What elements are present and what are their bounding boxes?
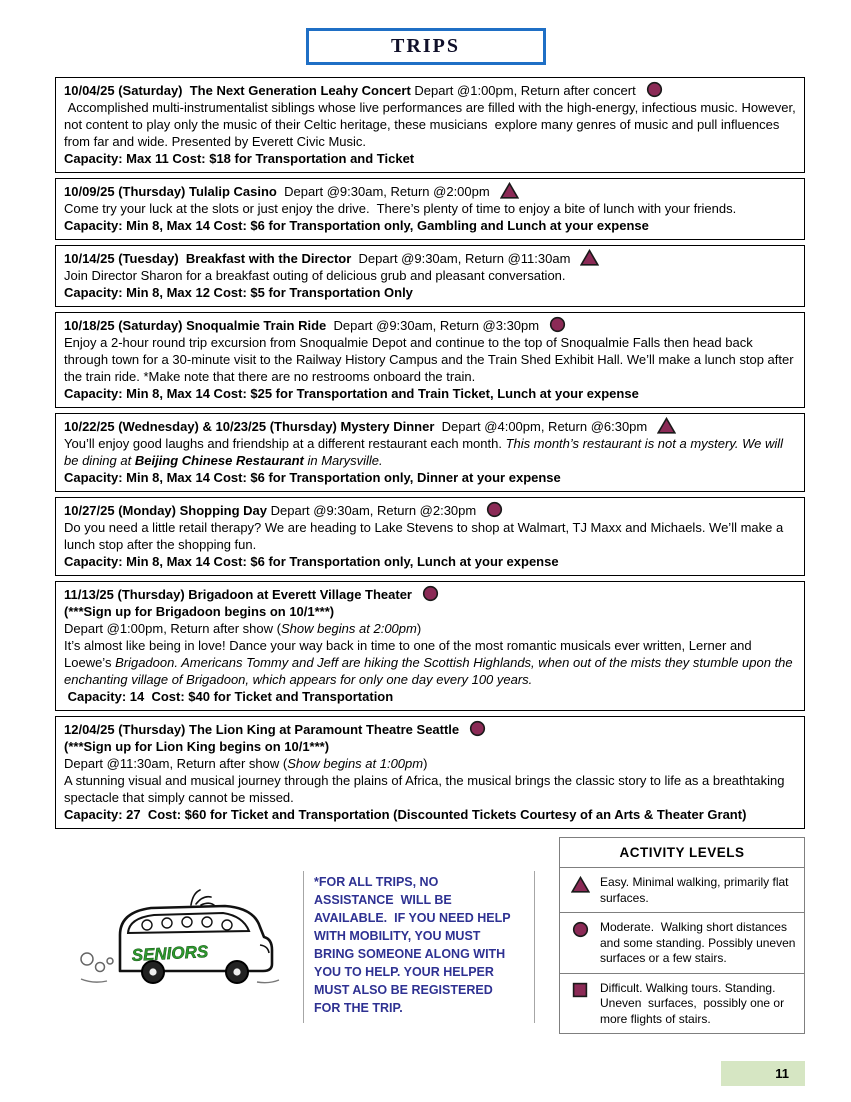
text-run: Enjoy a 2-hour round trip excursion from Snoqualmie Depot and continue to the top of Snoqualmie Falls then head back through town for a 30-minute visit to the Railway History Campus and the Train Shed Exhibit Hall. We’ll make a lunch stop after the train ride. *Make note that there are no restrooms onboard the train. [64, 335, 798, 384]
trip-signup [64, 603, 796, 620]
circle-icon [572, 921, 589, 938]
trip-schedule [64, 620, 796, 637]
trip-capacity [64, 217, 796, 234]
triangle-icon [571, 876, 590, 893]
trip-description [64, 99, 800, 150]
trip-entry [55, 178, 805, 240]
activity-level-icon-cell [568, 980, 592, 1028]
trip-schedule [64, 755, 796, 772]
trip-entry [55, 312, 805, 408]
text-run: Capacity: Min 8, Max 12 Cost: $5 for Transportation Only [64, 285, 413, 300]
circle-icon [646, 81, 663, 98]
text-run: Accomplished multi-instrumentalist siblings whose live performances are filled with the high-energy, infectious music. However, not content to play only the music of their Celtic heritage, these musicians explore many genres of music and pull influences from far and wide. Presented by Everett Civic Music. [64, 100, 800, 149]
activity-level-icon-cell [568, 874, 592, 906]
text-run: Show begins at 2:00pm [280, 621, 417, 636]
trip-capacity [64, 469, 796, 486]
trip-description [64, 200, 796, 217]
trip-entry [55, 581, 805, 711]
activity-level-icon-cell [568, 919, 592, 967]
trip-heading [64, 585, 796, 603]
trip-heading [64, 417, 796, 435]
activity-level-text: Difficult. Walking tours. Standing. Uneven surfaces, possibly one or more flights of stairs. [600, 980, 788, 1026]
text-run: Depart @9:30am, Return @2:30pm [267, 503, 477, 518]
assistance-note-text: *FOR ALL TRIPS, NO ASSISTANCE WILL BE AVAILABLE. IF YOU NEED HELP WITH MOBILITY, YOU MUST BRING SOMEONE ALONG WITH YOU TO HELP. YOUR HELPER MUST ALSO BE REGISTERED FOR THE TRIP. [314, 875, 514, 1015]
text-run: Capacity: Max 11 Cost: $18 for Transportation and Ticket [64, 151, 415, 166]
text-run: Join Director Sharon for a breakfast outing of delicious grub and pleasant conversation. [64, 268, 566, 283]
text-run: 10/14/25 (Tuesday) Breakfast with the Director [64, 251, 352, 266]
text-run: Capacity: Min 8, Max 14 Cost: $6 for Transportation only, Lunch at your expense [64, 554, 559, 569]
text-run: 10/27/25 (Monday) Shopping Day [64, 503, 267, 518]
text-run: 11/13/25 (Thursday) Brigadoon at Everett Village Theater [64, 587, 412, 602]
text-run: 10/04/25 (Saturday) The Next Generation Leahy Concert [64, 83, 411, 98]
circle-icon [486, 501, 503, 518]
triangle-icon [500, 182, 519, 199]
trip-heading [64, 316, 796, 334]
text-run: Depart @9:30am, Return @3:30pm [326, 318, 540, 333]
circle-icon [422, 585, 439, 602]
circle-icon [549, 316, 566, 333]
text-run: Capacity: Min 8, Max 14 Cost: $6 for Transportation only, Dinner at your expense [64, 470, 561, 485]
trip-heading [64, 501, 796, 519]
seniors-bus-icon [75, 875, 285, 990]
trip-entry [55, 413, 805, 492]
bus-illustration [55, 875, 303, 995]
trip-description [64, 334, 796, 385]
activity-level-text: Moderate. Walking short distances and some standing. Possibly uneven surfaces or a few stairs. [600, 920, 799, 965]
text-run: (***Sign up for Brigadoon begins on 10/1***) [64, 604, 335, 619]
activity-levels-title: ACTIVITY LEVELS [560, 838, 804, 868]
activity-level-row [560, 868, 804, 913]
trip-description [64, 637, 796, 688]
text-run: Beijing Chinese Restaurant [134, 453, 304, 468]
trip-entry [55, 716, 805, 829]
trip-capacity [64, 688, 796, 705]
assistance-note [303, 871, 535, 1023]
trip-description [64, 519, 796, 553]
text-run: Capacity: Min 8, Max 14 Cost: $25 for Transportation and Train Ticket, Lunch at your expense [64, 386, 639, 401]
text-run: It’s almost like being in love! Dance your way back in time to one of the most romantic musicals ever written, Lerner and Loewe’s [64, 638, 756, 670]
text-run: Brigadoon. Americans Tommy and Jeff are hiking the Scottish Highlands, when out of the mists they stumble upon the enchanting village of Brigadoon, which appears for only one day every 100 years. [64, 655, 797, 687]
activity-levels-rows [560, 868, 804, 1033]
text-run: ) [423, 756, 428, 771]
text-run: Capacity: 27 Cost: $60 for Ticket and Transportation (Discounted Tickets Courtesy of an Arts & Theater Grant) [64, 807, 747, 822]
circle-icon [469, 720, 486, 737]
trip-heading [64, 720, 796, 738]
text-run: ) [416, 621, 422, 636]
trip-description [64, 267, 796, 284]
text-run: in Marysville. [303, 453, 383, 468]
trip-entry [55, 497, 805, 576]
text-run: Depart @1:00pm, Return after concert [410, 83, 636, 98]
text-run: This month’s restaurant is not a mystery. We will be dining at [64, 436, 787, 468]
trip-capacity [64, 806, 796, 823]
trip-description [64, 772, 796, 806]
activity-level-row [560, 913, 804, 974]
text-run: 10/22/25 (Wednesday) & 10/23/25 (Thursday) Mystery Dinner [64, 419, 435, 434]
trip-capacity [64, 553, 796, 570]
trip-entry [55, 77, 805, 173]
page-title: TRIPS [391, 35, 460, 57]
square-icon [572, 982, 588, 998]
text-run: 10/18/25 (Saturday) Snoqualmie Train Ride [64, 318, 327, 333]
text-run: You’ll enjoy good laughs and friendship at a different restaurant each month. [64, 436, 506, 451]
text-run: Depart @1:00pm, Return after show ( [64, 621, 281, 636]
trip-capacity [64, 385, 796, 402]
activity-level-text: Easy. Minimal walking, primarily flat surfaces. [600, 875, 792, 905]
activity-levels-box [559, 837, 805, 1034]
triangle-icon [657, 417, 676, 434]
trip-heading [64, 249, 796, 267]
text-run: Show begins at 1:00pm [287, 756, 424, 771]
trip-description [64, 435, 796, 469]
text-run: Depart @9:30am, Return @11:30am [351, 251, 571, 266]
trip-signup [64, 738, 796, 755]
text-run: Capacity: Min 8, Max 14 Cost: $6 for Transportation only, Gambling and Lunch at your expense [64, 218, 649, 233]
page-number [721, 1061, 805, 1086]
text-run: 12/04/25 (Thursday) The Lion King at Paramount Theatre Seattle [64, 722, 460, 737]
trip-entry [55, 245, 805, 307]
page-title-box [306, 28, 546, 65]
triangle-icon [580, 249, 599, 266]
bus-label: SENIORS [131, 942, 209, 965]
trip-heading [64, 81, 796, 99]
text-run: Do you need a little retail therapy? We are heading to Lake Stevens to shop at Walmart, TJ Maxx and Michaels. We’ll make a lunch stop after the shopping fun. [64, 520, 787, 552]
text-run: A stunning visual and musical journey through the plains of Africa, the musical brings the classic story to life as a breathtaking spectacle that simply cannot be missed. [64, 773, 789, 805]
text-run: Capacity: 14 Cost: $40 for Ticket and Transportation [64, 689, 394, 704]
trip-capacity [64, 150, 796, 167]
text-run: 10/09/25 (Thursday) Tulalip Casino [64, 184, 277, 199]
text-run: Depart @11:30am, Return after show ( [64, 756, 288, 771]
text-run: Depart @4:00pm, Return @6:30pm [434, 419, 648, 434]
page-number-text: 11 [775, 1066, 789, 1081]
bottom-section [55, 837, 805, 1034]
trips-list [55, 77, 805, 829]
activity-level-row [560, 974, 804, 1034]
trip-capacity [64, 284, 796, 301]
text-run: (***Sign up for Lion King begins on 10/1***) [64, 739, 330, 754]
trip-heading [64, 182, 796, 200]
text-run: Depart @9:30am, Return @2:00pm [276, 184, 490, 199]
text-run: Come try your luck at the slots or just enjoy the drive. There’s plenty of time to enjoy a bite of lunch with your friends. [64, 201, 737, 216]
